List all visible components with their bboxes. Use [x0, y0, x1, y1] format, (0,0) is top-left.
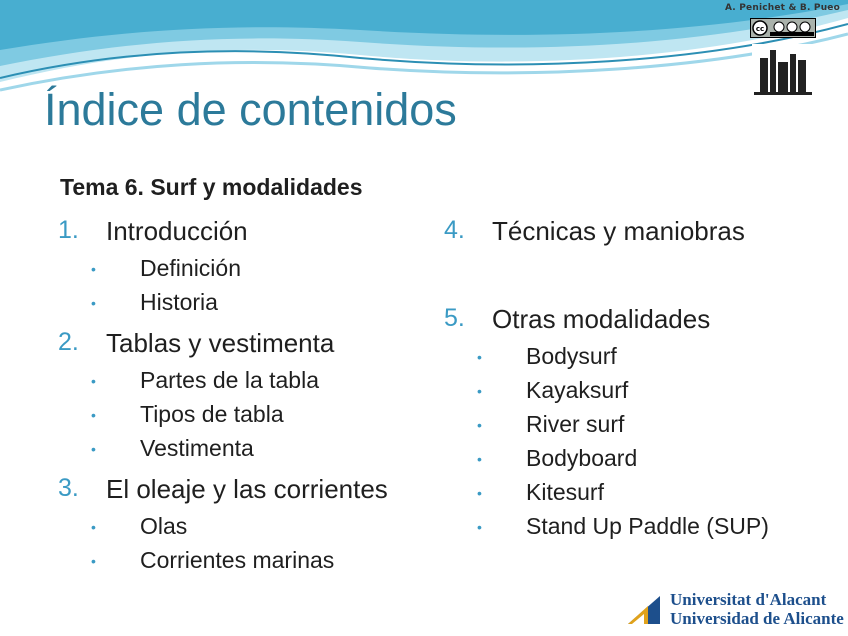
slide-title: Índice de contenidos	[44, 84, 457, 135]
svg-text:cc: cc	[755, 25, 765, 33]
bullet-icon: •	[91, 261, 96, 277]
bullet-icon: •	[91, 295, 96, 311]
bullet-icon: •	[477, 383, 482, 399]
toc-item-5	[444, 302, 824, 340]
toc-subitem: • Definición	[91, 255, 241, 281]
bullet-icon: •	[477, 485, 482, 501]
toc-subitem: • Corrientes marinas	[91, 547, 335, 573]
toc-label: Otras modalidades	[492, 304, 711, 334]
bullet-icon: •	[477, 519, 482, 535]
toc-label: Introducción	[106, 216, 248, 246]
bullet-icon: •	[91, 373, 96, 389]
university-logo	[626, 590, 844, 630]
university-tower-icon	[752, 44, 814, 98]
bullet-icon: •	[91, 519, 96, 535]
bullet-icon: •	[91, 407, 96, 423]
university-name-spanish: Universidad de Alicante	[670, 609, 844, 628]
toc-subitem: • Bodysurf	[477, 343, 617, 369]
toc-subitem: • Historia	[91, 289, 218, 315]
bullet-icon: •	[477, 417, 482, 433]
toc-label: El oleaje y las corrientes	[106, 474, 388, 504]
bullet-icon: •	[91, 553, 96, 569]
toc-subitem: • River surf	[477, 411, 625, 437]
bullet-icon: •	[477, 349, 482, 365]
toc-right-column	[444, 214, 824, 544]
toc-subitem: • Partes de la tabla	[91, 367, 320, 393]
toc-number: 4.	[444, 216, 465, 244]
toc-subitem: • Tipos de tabla	[91, 401, 284, 427]
toc-left-column	[58, 214, 438, 578]
bullet-icon: •	[477, 451, 482, 467]
toc-subitem: • Kayaksurf	[477, 377, 629, 403]
toc-number: 1.	[58, 216, 79, 244]
toc-item-4	[444, 214, 824, 252]
toc-number: 3.	[58, 474, 79, 502]
bullet-icon: •	[91, 441, 96, 457]
toc-subitem: • Stand Up Paddle (SUP)	[477, 513, 769, 539]
cc-by-nc-sa-icon	[750, 18, 816, 38]
toc-label: Tablas y vestimenta	[106, 328, 335, 358]
toc-number: 5.	[444, 304, 465, 332]
toc-number: 2.	[58, 328, 79, 356]
toc-subitem: • Bodyboard	[477, 445, 638, 471]
toc-item-2	[58, 326, 438, 364]
toc-item-1	[58, 214, 438, 252]
toc-item-3	[58, 472, 438, 510]
toc-subitem: • Kitesurf	[477, 479, 604, 505]
authors-credit: A. Penichet & B. Pueo	[724, 3, 840, 13]
university-mark-icon	[626, 592, 662, 626]
university-name-valencian: Universitat d'Alacant	[670, 590, 827, 609]
toc-subitem: • Vestimenta	[91, 435, 254, 461]
toc-label: Técnicas y maniobras	[492, 216, 745, 246]
slide-subtitle: Tema 6. Surf y modalidades	[60, 174, 363, 200]
toc-subitem: • Olas	[91, 513, 188, 539]
